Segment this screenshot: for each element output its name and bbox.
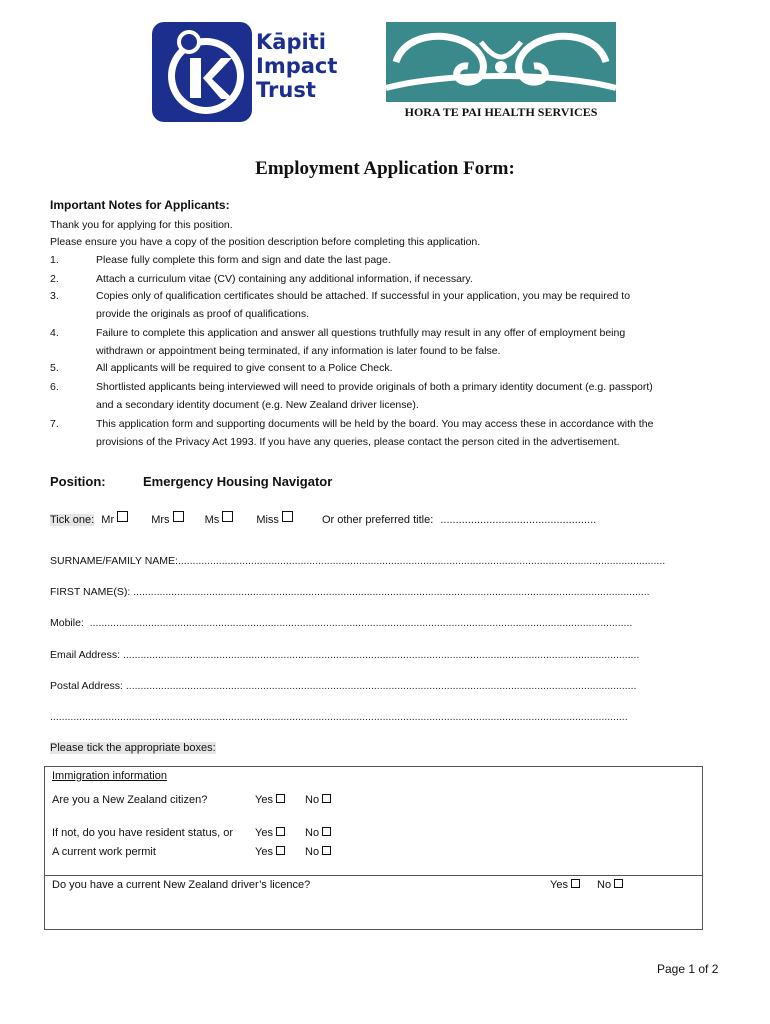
resident-no-checkbox[interactable] [322,827,331,836]
note-text: withdrawn or appointment being terminated, if any information is later found to be false. [96,345,501,357]
title-miss-label: Miss [256,514,279,526]
first-name-field[interactable]: ................................................................................................................................................................................. [133,586,650,598]
title-mr-label: Mr [101,514,115,526]
licence-no-checkbox[interactable] [614,879,623,888]
mobile-field[interactable]: .......................................................................................................................................................................................... [89,617,633,629]
postal-label: Postal Address: [50,680,123,692]
title-ms-checkbox[interactable] [222,511,233,522]
note-number: 2. [50,273,59,285]
form-title: Employment Application Form: [255,158,515,179]
citizen-no: No [305,794,331,806]
resident-yes-checkbox[interactable] [276,827,285,836]
note-text: All applicants will be required to give consent to a Police Check. [96,362,393,374]
surname-label: SURNAME/FAMILY NAME: [50,555,178,567]
note-number: 3. [50,290,59,302]
tick-boxes-instruction: Please tick the appropriate boxes: [50,742,216,754]
mobile-row [50,617,700,629]
resident-no: No [305,827,331,839]
first-name-label: FIRST NAME(S): [50,586,131,598]
title-mr-checkbox[interactable] [117,511,128,522]
work-permit-no-checkbox[interactable] [322,846,331,855]
note-number: 7. [50,418,59,430]
resident-yes: Yes [255,827,285,839]
kapiti-logo-wordmark: Kāpiti Impact Trust [256,30,338,102]
note-text: Attach a curriculum vitae (CV) containing any additional information, if necessary. [96,273,473,285]
note-number: 1. [50,254,59,266]
position-value: Emergency Housing Navigator [143,474,333,489]
title-miss-checkbox[interactable] [282,511,293,522]
title-ms-label: Ms [204,514,220,526]
other-title-label: Or other preferred title: [321,514,434,526]
citizen-yes: Yes [255,794,285,806]
title-mrs-checkbox[interactable] [173,511,184,522]
tick-one-label: Tick one: [50,514,95,526]
licence-no: No [597,879,623,891]
first-name-row [50,586,700,598]
table-divider [44,875,702,876]
surname-field[interactable]: ....................................................................................................................................................................... [177,555,666,567]
citizen-yes-checkbox[interactable] [276,794,285,803]
note-text: provide the originals as proof of qualifications. [96,308,310,320]
resident-question: If not, do you have resident status, or [52,827,233,839]
postal-field-line-2[interactable]: ...................................................................................................................................................................................................... [50,711,628,723]
note-number: 4. [50,327,59,339]
immigration-heading: Immigration information [52,770,167,782]
mobile-label: Mobile: [50,617,84,629]
note-text: provisions of the Privacy Act 1993. If you have any queries, please contact the person cited in the advertisement. [96,436,620,448]
note-number: 6. [50,381,59,393]
postal-row [50,680,700,692]
email-field[interactable]: ................................................................................................................................................................................. [122,649,640,661]
notes-heading: Important Notes for Applicants: [50,198,230,212]
note-text: Please fully complete this form and sign and date the last page. [96,254,391,266]
work-permit-no: No [305,846,331,858]
postal-field[interactable]: ............................................................................................................................................................................... [125,680,637,692]
citizen-question: Are you a New Zealand citizen? [52,794,208,806]
licence-yes-checkbox[interactable] [571,879,580,888]
page-number: Page 1 of 2 [657,962,719,976]
other-title-field[interactable]: ................................................... [440,514,597,526]
email-label: Email Address: [50,649,121,661]
title-row [50,511,596,526]
hora-te-pai-logo [386,22,616,118]
hora-logo-text: HORA TE PAI HEALTH SERVICES [404,105,598,119]
email-row [50,649,700,661]
notes-intro-2: Please ensure you have a copy of the position description before completing this application. [50,236,481,248]
licence-yes: Yes [550,879,580,891]
position-label: Position: [50,474,106,489]
licence-question: Do you have a current New Zealand driver’s licence? [52,879,311,891]
work-permit-yes-checkbox[interactable] [276,846,285,855]
work-permit-yes: Yes [255,846,285,858]
title-mrs-label: Mrs [151,514,170,526]
note-text: Copies only of qualification certificates should be attached. If successful in your application, you may be required to [96,290,631,302]
citizen-no-checkbox[interactable] [322,794,331,803]
note-number: 5. [50,362,59,374]
note-text: Shortlisted applicants being interviewed will need to provide originals of both a primary identity document (e.g. passport) [96,381,653,393]
notes-intro-1: Thank you for applying for this position. [50,219,233,231]
note-text: Failure to complete this application and answer all questions truthfully may result in any offer of employment being [96,327,626,339]
note-text: and a secondary identity document (e.g. New Zealand driver license). [96,399,419,411]
kapiti-impact-trust-logo [152,22,252,122]
work-permit-question: A current work permit [52,846,156,858]
surname-row [50,555,700,567]
note-text: This application form and supporting documents will be held by the board. You may access these in accordance with the [96,418,654,430]
